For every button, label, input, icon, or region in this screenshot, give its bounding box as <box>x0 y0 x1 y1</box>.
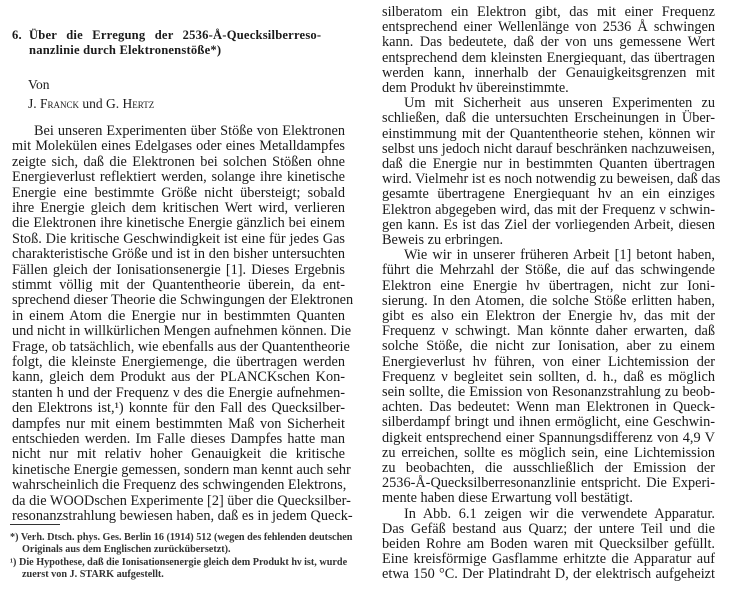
authors <box>28 96 154 112</box>
text-line: Energieverlust hν führen, von einer Lichtemission der <box>382 353 715 370</box>
text-line: silberatom ein Elektron gibt, das mit einer Frequenz <box>382 4 715 20</box>
text-line: Das Gefäß bestand aus Quarz; der untere Teil und die <box>382 520 715 537</box>
text-line: In Abb. 6.1 zeigen wir die verwendete Apparatur. <box>404 505 715 522</box>
text-line: etwa 150 °C. Der Platindraht D, der elektrisch aufgeheizt <box>382 566 715 583</box>
text-line: Beweis zu erbringen. <box>382 232 504 248</box>
text-line: charakteristische Größe und ist in den bisher untersuchten <box>12 246 345 263</box>
text-line: den Elektrons ist,¹) konnte für den Fall des Quecksilber- <box>12 400 345 417</box>
text-line: Elektron eine Energie hν übertragen, nicht zur Ioni- <box>382 277 715 294</box>
text-line: mit Molekülen eines Edelgases oder eines Metalldampfes <box>12 138 345 155</box>
text-line: selbst uns jedoch nicht darauf beschränken nachzuweisen, <box>382 140 715 157</box>
text-line: schließen, daß die untersuchten Erscheinungen in Über- <box>382 110 715 127</box>
text-line: wahrscheinlich die Frequenz des schwingenden Elektrons, <box>12 477 347 494</box>
text-line: Frage, ob tatsächlich, wie ebenfalls aus der Quantentheorie <box>12 338 350 355</box>
text-line: Energieverlust reflektiert werden, solange ihre kinetische <box>12 169 345 186</box>
author-connector: und <box>79 96 107 111</box>
text-line: Fällen gleich der Ionisationsenergie [1]. Dieses Ergebnis <box>12 261 345 278</box>
text-line: Um mit Sicherheit aus unseren Experimenten zu <box>404 95 715 112</box>
text-line: entsprechend dem kleinsten Energiequant, das übertragen <box>382 49 715 66</box>
text-line: stanten h und der Frequenz ν des die Energie aufnehmen- <box>12 384 345 401</box>
text-line: resonanzstrahlung bewiesen haben, daß es in jedem Queck- <box>12 508 353 524</box>
author-2-name: Hertz <box>122 96 155 111</box>
text-line: entschieden werden. Im Falle dieses Dampfes hatte man <box>12 431 345 447</box>
author-1-name: Franck <box>40 96 80 111</box>
text-line: achten. Das bedeutet: Wenn man Elektronen in Queck- <box>382 399 715 416</box>
text-line: ihre Energie gleich dem kritischen Wert wird, verlieren <box>12 200 345 216</box>
text-line: die Elektronen ihre kinetische Energie gänzlich bei einem <box>12 215 345 232</box>
footnote-star: *) Verh. Dtsch. phys. Ges. Berlin 16 (1914) 512 (wegen des fehlenden deutschen <box>10 532 353 543</box>
text-line: stimmt völlig mit der Quantentheorie überein, da ent- <box>12 277 345 293</box>
text-line: dem Produkt hν übereinstimmte. <box>382 80 569 96</box>
text-line: entsprechend einer Wellenlänge von 2536 Å schwingen <box>382 19 715 36</box>
text-line: einstimmung mit der Quantentheorie stehen, können wir <box>382 125 715 142</box>
text-line: Frequenz ν begleitet sein sollten, d. h., daß es möglich <box>382 368 715 385</box>
text-line: kann. Das bedeutete, daß der von uns gemessene Wert <box>382 34 715 51</box>
text-line: mente haben diese Erwartung voll bestätigt. <box>382 490 633 507</box>
footnote-rule <box>10 524 60 525</box>
text-line: 2536-Å-Quecksilberresonanzlinie entspricht. Die Experi- <box>382 475 715 492</box>
text-line: gen kann. Es ist das Ziel der vorliegenden Arbeit, diesen <box>382 216 715 233</box>
text-line: und nicht in willkürlichen Mengen aufnehmen können. Die <box>12 323 352 340</box>
article-number: 6. <box>12 28 22 42</box>
text-line: zeigte sich, daß die Elektronen bei solchen Stößen ohne <box>12 153 345 170</box>
footnote-1-cont: zuerst von J. STARK aufgestellt. <box>22 569 164 580</box>
title-line-1: Über die Erregung der 2536-Å-Quecksilberreso- <box>29 28 322 42</box>
text-line: gesamte übertragene Energiequant hν an ein einziges <box>382 186 715 203</box>
text-line: kinetische Energie gemessen, sondern man kennt auch sehr <box>12 461 351 478</box>
text-line: sein sollte, die Emission von Resonanzstrahlung zu beob- <box>382 384 715 400</box>
text-line: silberdampf bringt und ihnen ermöglicht, eine Geschwin- <box>382 414 715 431</box>
text-line: führt die Mehrzahl der Stöße, die auf das schwingende <box>382 262 715 279</box>
text-line: beiden Rohre am Boden waren mit Quecksilber gefüllt. <box>382 536 715 552</box>
text-line: nicht nur mit relativ hoher Genauigkeit die kritische <box>12 446 345 463</box>
text-line: da die WOODschen Experimente [2] über die Quecksilber- <box>12 492 351 509</box>
text-line: dampfes nur mit einem bestimmten Maß von Sicherheit <box>12 415 345 432</box>
text-line: digkeit entsprechend einer Spannungsdifferenz von 4,9 V <box>382 429 715 446</box>
text-line: zu erreichen, sollte es möglich sein, eine Lichtemission <box>382 444 715 461</box>
text-line: Frequenz ν schwingt. Man könnte daher erwarten, daß <box>382 323 715 340</box>
text-line: sierung. In den Atomen, die solche Stöße erlitten haben, <box>382 292 715 309</box>
text-line: Wie wir in unserer früheren Arbeit [1] betont haben, <box>404 247 715 264</box>
byline-von: Von <box>28 77 50 92</box>
text-line: Eine kreisförmige Gasflamme erhitzte die Apparatur auf <box>382 551 715 568</box>
text-line: sprechend dieser Theorie die Schwingungen der Elektronen <box>12 292 354 309</box>
text-line: solche Stöße, die nicht zur Ionisation, aber zu einem <box>382 338 715 355</box>
text-line: Elektron abgegeben wird, das mit der Frequenz ν schwin- <box>382 201 715 218</box>
text-line: Stoß. Die kritische Geschwindigkeit ist eine für jedes Gas <box>12 230 345 247</box>
author-1-initial: J. <box>28 96 41 111</box>
text-line: wird. Vielmehr ist es noch notwendig zu beweisen, daß das <box>382 171 721 188</box>
text-line: Energie eine bestimmte Größe nicht übersteigt; sobald <box>12 184 345 201</box>
text-line: in einem Atom die Energie nur in bestimmten Quanten <box>12 307 345 324</box>
title-line-2: nanzlinie durch Elektronenstöße*) <box>29 43 222 57</box>
text-line: folgt, die kleinste Energiemenge, die übertragen werden <box>12 354 345 370</box>
text-line: Bei unseren Experimenten über Stöße von Elektronen <box>34 123 345 139</box>
footnote-star-cont: Originals aus dem Englischen zurückübersetzt). <box>22 544 231 555</box>
footnote-1: ¹) Die Hypothese, daß die Ionisationsenergie gleich dem Produkt hν ist, wurde <box>10 557 348 568</box>
text-line: zu beobachten, die ausschließlich der Emission der <box>382 460 715 476</box>
author-2-initial: G. <box>106 96 123 111</box>
text-line: kann, gleich dem Produkt aus der PLANCKschen Kon- <box>12 369 345 386</box>
text-line: werden kann, innerhalb der Genauigkeitsgrenzen mit <box>382 64 715 81</box>
text-line: gibt es also ein Elektron der Energie hν, das mit der <box>382 308 715 324</box>
text-line: daß die Energie nur in bestimmten Quanten übertragen <box>382 156 715 172</box>
